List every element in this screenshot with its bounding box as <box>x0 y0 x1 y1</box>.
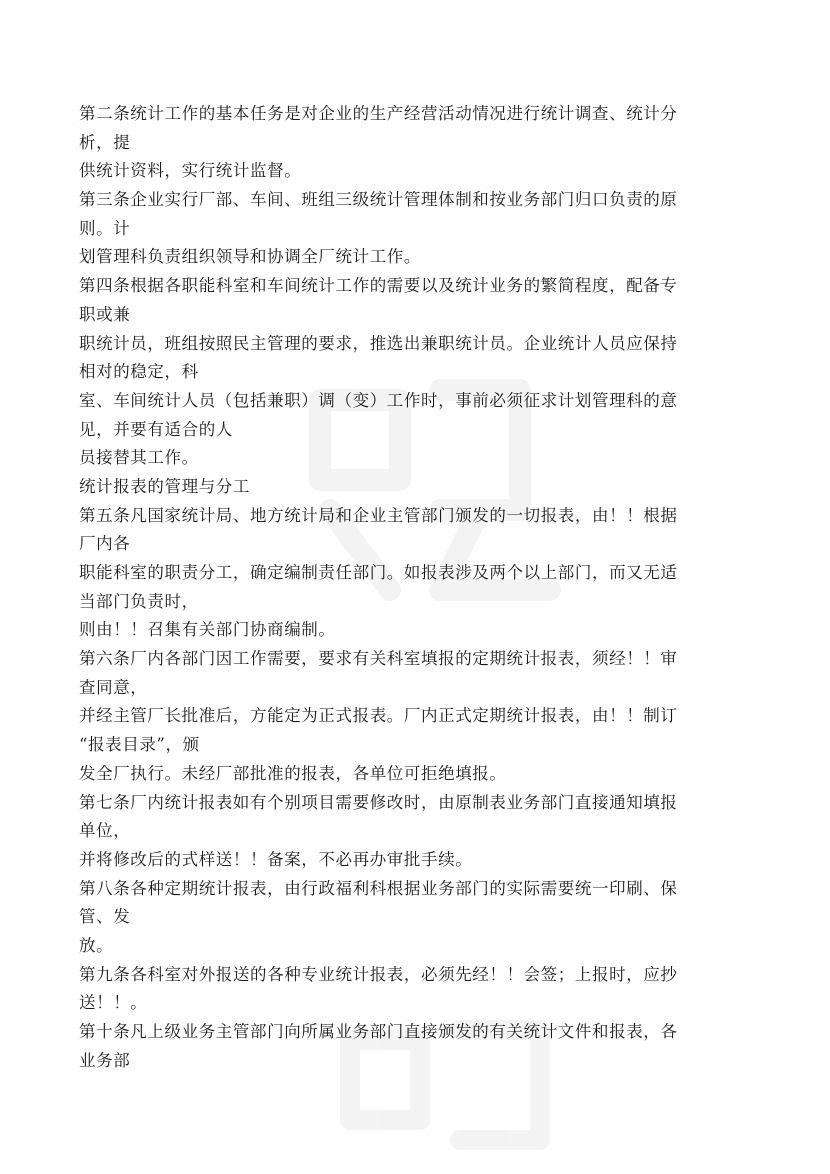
document-body <box>79 100 759 1075</box>
text-line: 发全厂执行。未经厂部批准的报表，各单位可拒绝填报。 <box>79 763 507 783</box>
text-line: 第五条凡国家统计局、地方统计局和企业主管部门颁发的一切报表，由！！根据 <box>79 505 678 525</box>
text-line: 第四条根据各职能科室和车间统计工作的需要以及统计业务的繁简程度，配备专 <box>79 276 678 296</box>
text-line: 第三条企业实行厂部、车间、班组三级统计管理体制和按业务部门归口负责的原 <box>79 190 678 210</box>
text-line: 第八条各种定期统计报表，由行政福利科根据业务部门的实际需要统一印刷、保 <box>79 878 678 898</box>
text-line: 第二条统计工作的基本任务是对企业的生产经营活动情况进行统计调查、统计分 <box>79 104 678 123</box>
text-line: 并将修改后的式样送！！备案，不必再办审批手续。 <box>79 849 473 869</box>
text-line: 职能科室的职责分工，确定编制责任部门。如报表涉及两个以上部门，而又无适 <box>79 563 678 582</box>
text-line: 业务部 <box>79 1050 131 1070</box>
text-line: 划管理科负责组织领导和协调全厂统计工作。 <box>79 247 421 267</box>
text-line: 见，并要有适合的人 <box>79 419 233 439</box>
text-line: 当部门负责时， <box>79 591 199 611</box>
text-line: 相对的稳定，科 <box>79 362 199 382</box>
text-line: 管、发 <box>79 907 131 927</box>
text-line: 并经主管厂长批准后，方能定为正式报表。厂内正式定期统计报表，由！！制订 <box>79 706 678 726</box>
text-line: 第九条各科室对外报送的各种专业统计报表，必须先经！！会签；上报时，应抄 <box>79 964 678 984</box>
text-line: 则。计 <box>79 218 131 238</box>
text-line: 职或兼 <box>79 304 131 324</box>
text-line: 查同意， <box>79 677 148 697</box>
text-line: 职统计员，班组按照民主管理的要求，推选出兼职统计员。企业统计人员应保持 <box>79 333 678 353</box>
text-line: 第七条厂内统计报表如有个别项目需要修改时，由原制表业务部门直接通知填报 <box>79 792 678 812</box>
text-line: 析，提 <box>79 132 131 152</box>
text-line: 放。 <box>79 935 114 955</box>
text-line: 单位， <box>79 821 131 841</box>
text-line: 第十条凡上级业务主管部门向所属业务部门直接颁发的有关统计文件和报表，各 <box>79 1022 678 1041</box>
text-line: 员接替其工作。 <box>79 448 199 468</box>
section-heading: 统计报表的管理与分工 <box>79 476 250 496</box>
text-line: 厂内各 <box>79 534 131 554</box>
text-line: 供统计资料，实行统计监督。 <box>79 161 302 181</box>
text-line: 则由！！召集有关部门协商编制。 <box>79 620 336 640</box>
text-line: 送！！。 <box>79 993 148 1013</box>
text-line: 室、车间统计人员（包括兼职）调（变）工作时，事前必须征求计划管理科的意 <box>79 390 678 410</box>
text-line: 第六条厂内各部门因工作需要，要求有关科室填报的定期统计报表，须经！！审 <box>79 649 678 669</box>
text-line: “报表目录”，颁 <box>79 735 200 755</box>
